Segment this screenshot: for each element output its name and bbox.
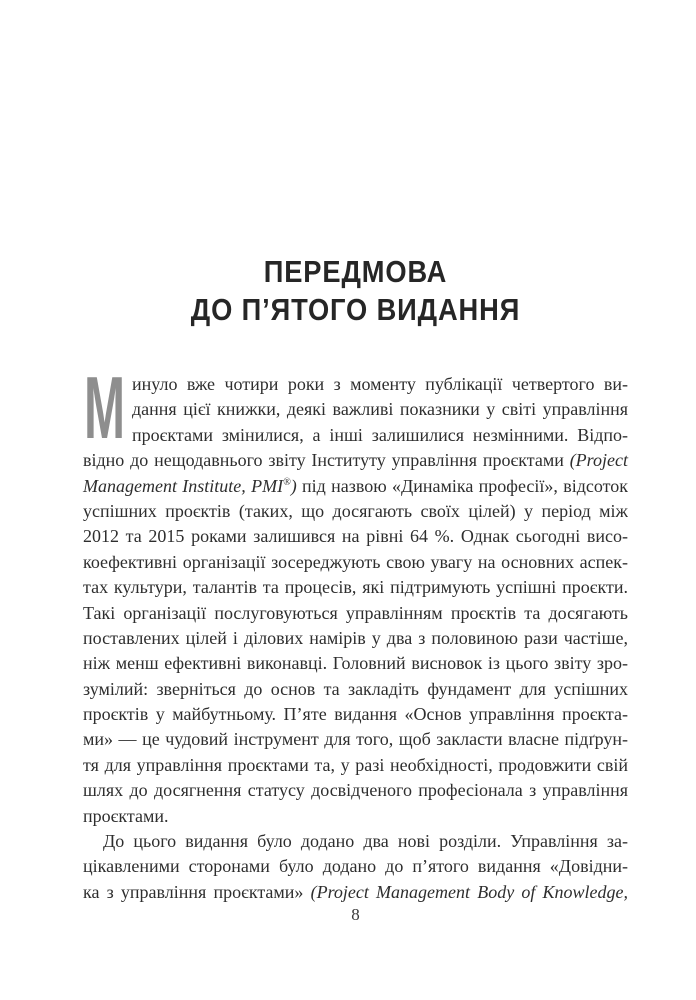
body-text-italic-segment: Management Institute, PMI	[83, 475, 284, 496]
body-text-segment: 2012 та 2015 роками залишився на рівні 64 %. Однак сьогодні висо-	[83, 526, 628, 547]
body-text-segment: тя для управління проєктами та, у разі необхідності, продовжити свій	[83, 754, 628, 775]
body-line	[83, 804, 628, 829]
body-text-italic-segment: (Project Management Body of Knowledge,	[310, 881, 628, 902]
body-line	[83, 524, 628, 549]
body-text-segment: дання цієї книжки, деякі важливі показники у світі управління	[132, 399, 628, 420]
body-text-segment: тах культури, талантів та процесів, які підтримують успішні проєкти.	[83, 577, 628, 598]
body-text-italic-segment: ®	[283, 476, 291, 488]
body-text-segment: цікавленими сторонами було додано до п’ятого видання «Довідни-	[83, 856, 628, 877]
body-text-italic-segment: )	[290, 475, 297, 496]
body-text-segment: відно до нещодавнього звіту Інституту управління проєктами	[83, 450, 570, 471]
body-line	[83, 474, 628, 499]
body-line	[83, 423, 628, 448]
body-line	[83, 651, 628, 676]
body-line	[83, 499, 628, 524]
body-text-segment: проєктів у майбутньому. П’яте видання «Основ управління проєкта-	[83, 704, 628, 725]
body-text-segment: успішних проєктів (таких, що досягають своїх цілей) у період між	[83, 500, 628, 521]
body-text-segment: ка з управління проєктами»	[83, 881, 311, 902]
dropcap-glyph: М	[84, 358, 126, 457]
body-line	[83, 702, 628, 727]
body-line	[83, 397, 628, 422]
body-text-segment: під назвою «Динаміка професії», відсоток	[296, 475, 628, 496]
body-line	[83, 778, 628, 803]
body-text-segment: До цього видання було додано два нові розділи. Управління за-	[103, 831, 628, 852]
body-line	[83, 677, 628, 702]
body-text-segment: коефективні організації зосереджують свою увагу на основних аспек-	[83, 551, 628, 572]
body-line	[83, 727, 628, 752]
body-line	[83, 626, 628, 651]
body-line	[83, 448, 628, 473]
body-line	[83, 550, 628, 575]
chapter-heading-line-2: ДО П’ЯТОГО ВИДАННЯ	[190, 292, 521, 327]
body-line	[83, 829, 628, 854]
body-line	[83, 601, 628, 626]
chapter-heading-line-1: ПЕРЕДМОВА	[263, 254, 448, 289]
body-line	[83, 372, 628, 397]
body-line	[83, 575, 628, 600]
body-text-segment: зумілий: зверніться до основ та закладіть фундамент для успішних	[83, 678, 628, 699]
body-text	[83, 372, 628, 905]
body-text-segment: инуло вже чотири роки з моменту публікації четвертого ви-	[132, 374, 628, 394]
body-text-segment: шлях до досягнення статусу досвідченого професіонала з управління	[83, 780, 628, 801]
body-line	[83, 854, 628, 879]
body-line	[83, 753, 628, 778]
body-text-segment: поставлених цілей і ділових намірів у два з половиною рази частіше,	[83, 627, 628, 648]
body-text-segment: проєктами змінилися, а інші залишилися незмінними. Відпо-	[132, 424, 628, 445]
body-text-segment: ніж менш ефективні виконавці. Головний висновок із цього звіту зро-	[83, 653, 628, 674]
body-text-segment: Такі організації послуговуються управлінням проєктів та досягають	[83, 602, 628, 623]
chapter-heading	[83, 253, 628, 329]
page-number: 8	[351, 905, 360, 924]
body-text-segment: проєктами.	[83, 805, 169, 826]
body-text-italic-segment: (Project	[569, 450, 628, 471]
body-text-segment: ми» — це чудовий інструмент для того, щоб закласти власне підґрун-	[83, 729, 628, 750]
